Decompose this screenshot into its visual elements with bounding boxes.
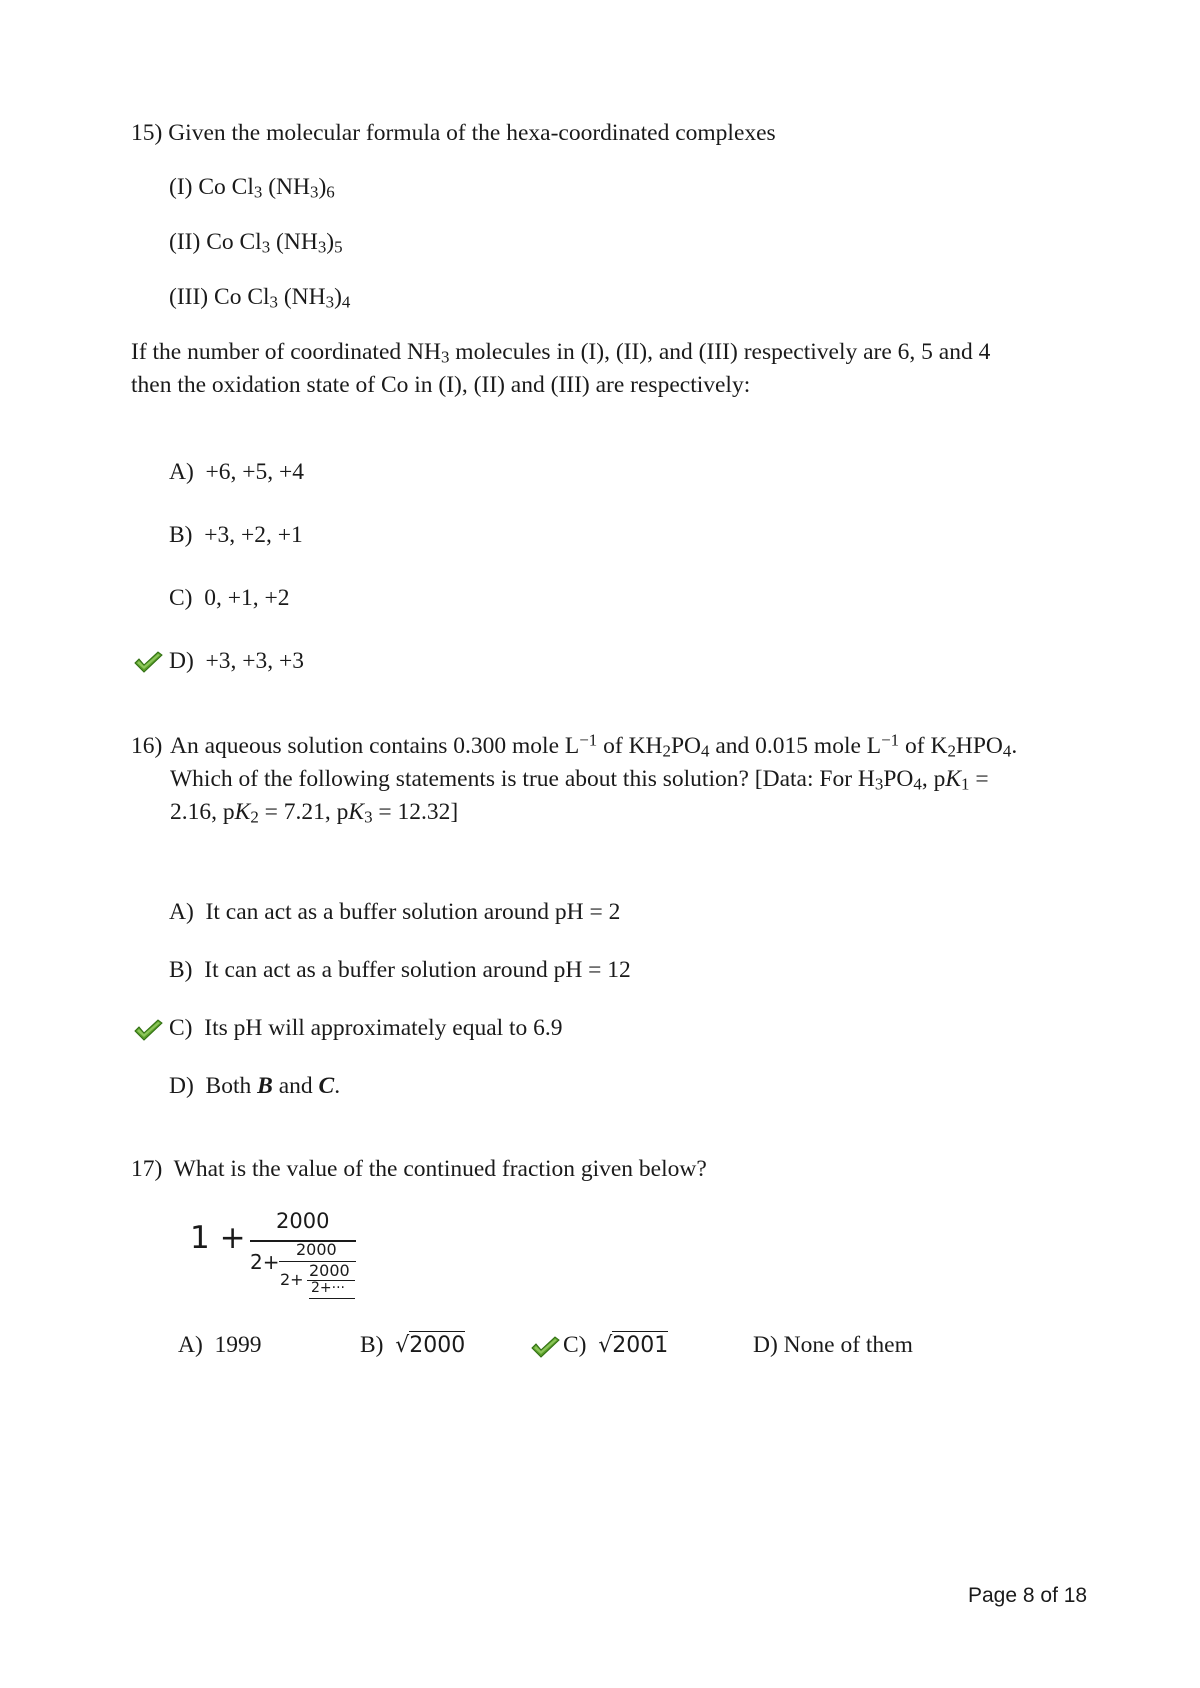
q17-option-c[interactable]: [563, 1329, 668, 1362]
q16-number: 16): [131, 733, 163, 759]
fraction-numerator-2: 2000: [296, 1240, 337, 1259]
q15-option-d[interactable]: [169, 645, 304, 678]
q15-option-c[interactable]: [169, 582, 290, 615]
fraction-numerator-1: 2000: [276, 1209, 330, 1233]
q15-condition-line1: [131, 336, 1081, 369]
option-text: and: [278, 1073, 313, 1099]
option-letter: B): [169, 522, 193, 548]
check-mark-icon: [133, 1017, 163, 1043]
q16-stem-line2: Which of the following statements is true about this solution? [Data: For $H_3PO_4$, $pK_1$ =: [170, 766, 989, 794]
page-number: Page 8 of 18: [968, 1584, 1088, 1607]
condition-text: molecules in (I), (II), and (III) respectively are 6, 5 and 4: [449, 339, 991, 365]
option-text: Its pH will approximately equal to 6.9: [204, 1015, 563, 1041]
fraction-bar-4: [309, 1298, 355, 1299]
q15-option-b[interactable]: [169, 519, 303, 552]
compound-label: (III): [169, 284, 209, 310]
compound-label: (I): [169, 174, 193, 200]
option-letter: C): [169, 585, 193, 611]
fraction-two-plus-1: 2+: [250, 1250, 280, 1274]
check-mark-icon: [133, 649, 163, 675]
option-text: 2001: [612, 1333, 669, 1358]
option-ref-c: C: [318, 1073, 335, 1099]
option-letter: B): [169, 957, 193, 983]
subscript: 6: [326, 182, 335, 202]
option-text: None of them: [783, 1332, 913, 1358]
q16-option-b[interactable]: [169, 954, 631, 987]
subscript: 4: [341, 292, 351, 312]
q17-stem: [131, 1153, 707, 1186]
fraction-two-plus-2: 2+: [280, 1270, 304, 1289]
q15-number: 15): [131, 120, 163, 146]
option-text: It can act as a buffer solution around pH = 2: [205, 899, 621, 925]
option-text: 1999: [214, 1332, 262, 1358]
compound-label: (II): [169, 229, 201, 255]
option-letter: A): [169, 459, 194, 485]
subscript: 3: [253, 182, 263, 202]
subscript: 3: [309, 182, 319, 202]
subscript: 5: [334, 237, 343, 257]
option-text: .: [334, 1073, 341, 1099]
option-text: 2000: [409, 1333, 466, 1358]
q17-option-d[interactable]: [753, 1329, 913, 1362]
q16-option-a[interactable]: [169, 896, 620, 929]
q15-stem-text: Given the molecular formula of the hexa-coordinated complexes: [168, 120, 776, 146]
option-letter: C): [563, 1332, 587, 1358]
subscript: 3: [317, 237, 327, 257]
subscript: 3: [261, 237, 271, 257]
option-letter: A): [178, 1332, 203, 1358]
q17-stem-text: What is the value of the continued fraction given below?: [173, 1156, 707, 1182]
subscript: 3: [269, 292, 278, 312]
option-text: Both: [205, 1073, 252, 1099]
option-letter: D): [169, 1073, 194, 1099]
q17-number: 17): [131, 1156, 163, 1182]
fraction-numerator-3: 2000: [309, 1261, 350, 1280]
subscript: 3: [440, 347, 450, 367]
fraction-one-plus: 1 +: [190, 1220, 246, 1256]
q16-stem-line1: An aqueous solution contains 0.300 mole $L^{-1}$ of $KH_2PO_4$ and 0.015 mole $L^{-1}$ of $K_2HPO_4$.: [170, 730, 1018, 761]
q16-option-d[interactable]: [169, 1070, 340, 1103]
q15-option-a[interactable]: [169, 456, 304, 489]
option-text: 0, +1, +2: [204, 585, 290, 611]
option-letter: C): [169, 1015, 193, 1041]
q16-option-c[interactable]: [169, 1012, 563, 1045]
q15-condition: [131, 336, 1081, 402]
fraction-ellipsis: 2+···: [311, 1280, 345, 1296]
option-text: +3, +3, +3: [205, 648, 305, 674]
condition-text: If the number of coordinated NH: [131, 339, 441, 365]
option-text: +6, +5, +4: [205, 459, 305, 485]
option-letter: D): [753, 1332, 778, 1358]
q16-stem: [170, 730, 1017, 829]
compound-1: (I) Co $Cl_3$ $(NH_3)_6$: [169, 174, 335, 202]
sqrt-symbol: √: [395, 1333, 410, 1358]
q15-condition-line2: then the oxidation state of Co in (I), (II) and (III) are respectively:: [131, 372, 751, 398]
option-letter: B): [360, 1332, 384, 1358]
option-letter: A): [169, 899, 194, 925]
check-mark-icon: [530, 1334, 560, 1360]
option-text: It can act as a buffer solution around pH = 12: [204, 957, 631, 983]
sqrt-symbol: √: [598, 1333, 613, 1358]
option-letter: D): [169, 648, 194, 674]
option-text: +3, +2, +1: [204, 522, 303, 548]
compound-3: (III) Co $Cl_3$ $(NH_3)_4$: [169, 284, 351, 312]
q15-stem: [131, 117, 776, 150]
compound-2: (II) Co $Cl_3$ $(NH_3)_5$: [169, 229, 343, 257]
q17-option-a[interactable]: [178, 1329, 262, 1362]
q17-option-b[interactable]: [360, 1329, 465, 1362]
q16-stem-line3: 2.16, $pK_2 = 7.21$, $pK_3 = 12.32$]: [170, 799, 459, 827]
subscript: 3: [325, 292, 335, 312]
option-ref-b: B: [257, 1073, 273, 1099]
